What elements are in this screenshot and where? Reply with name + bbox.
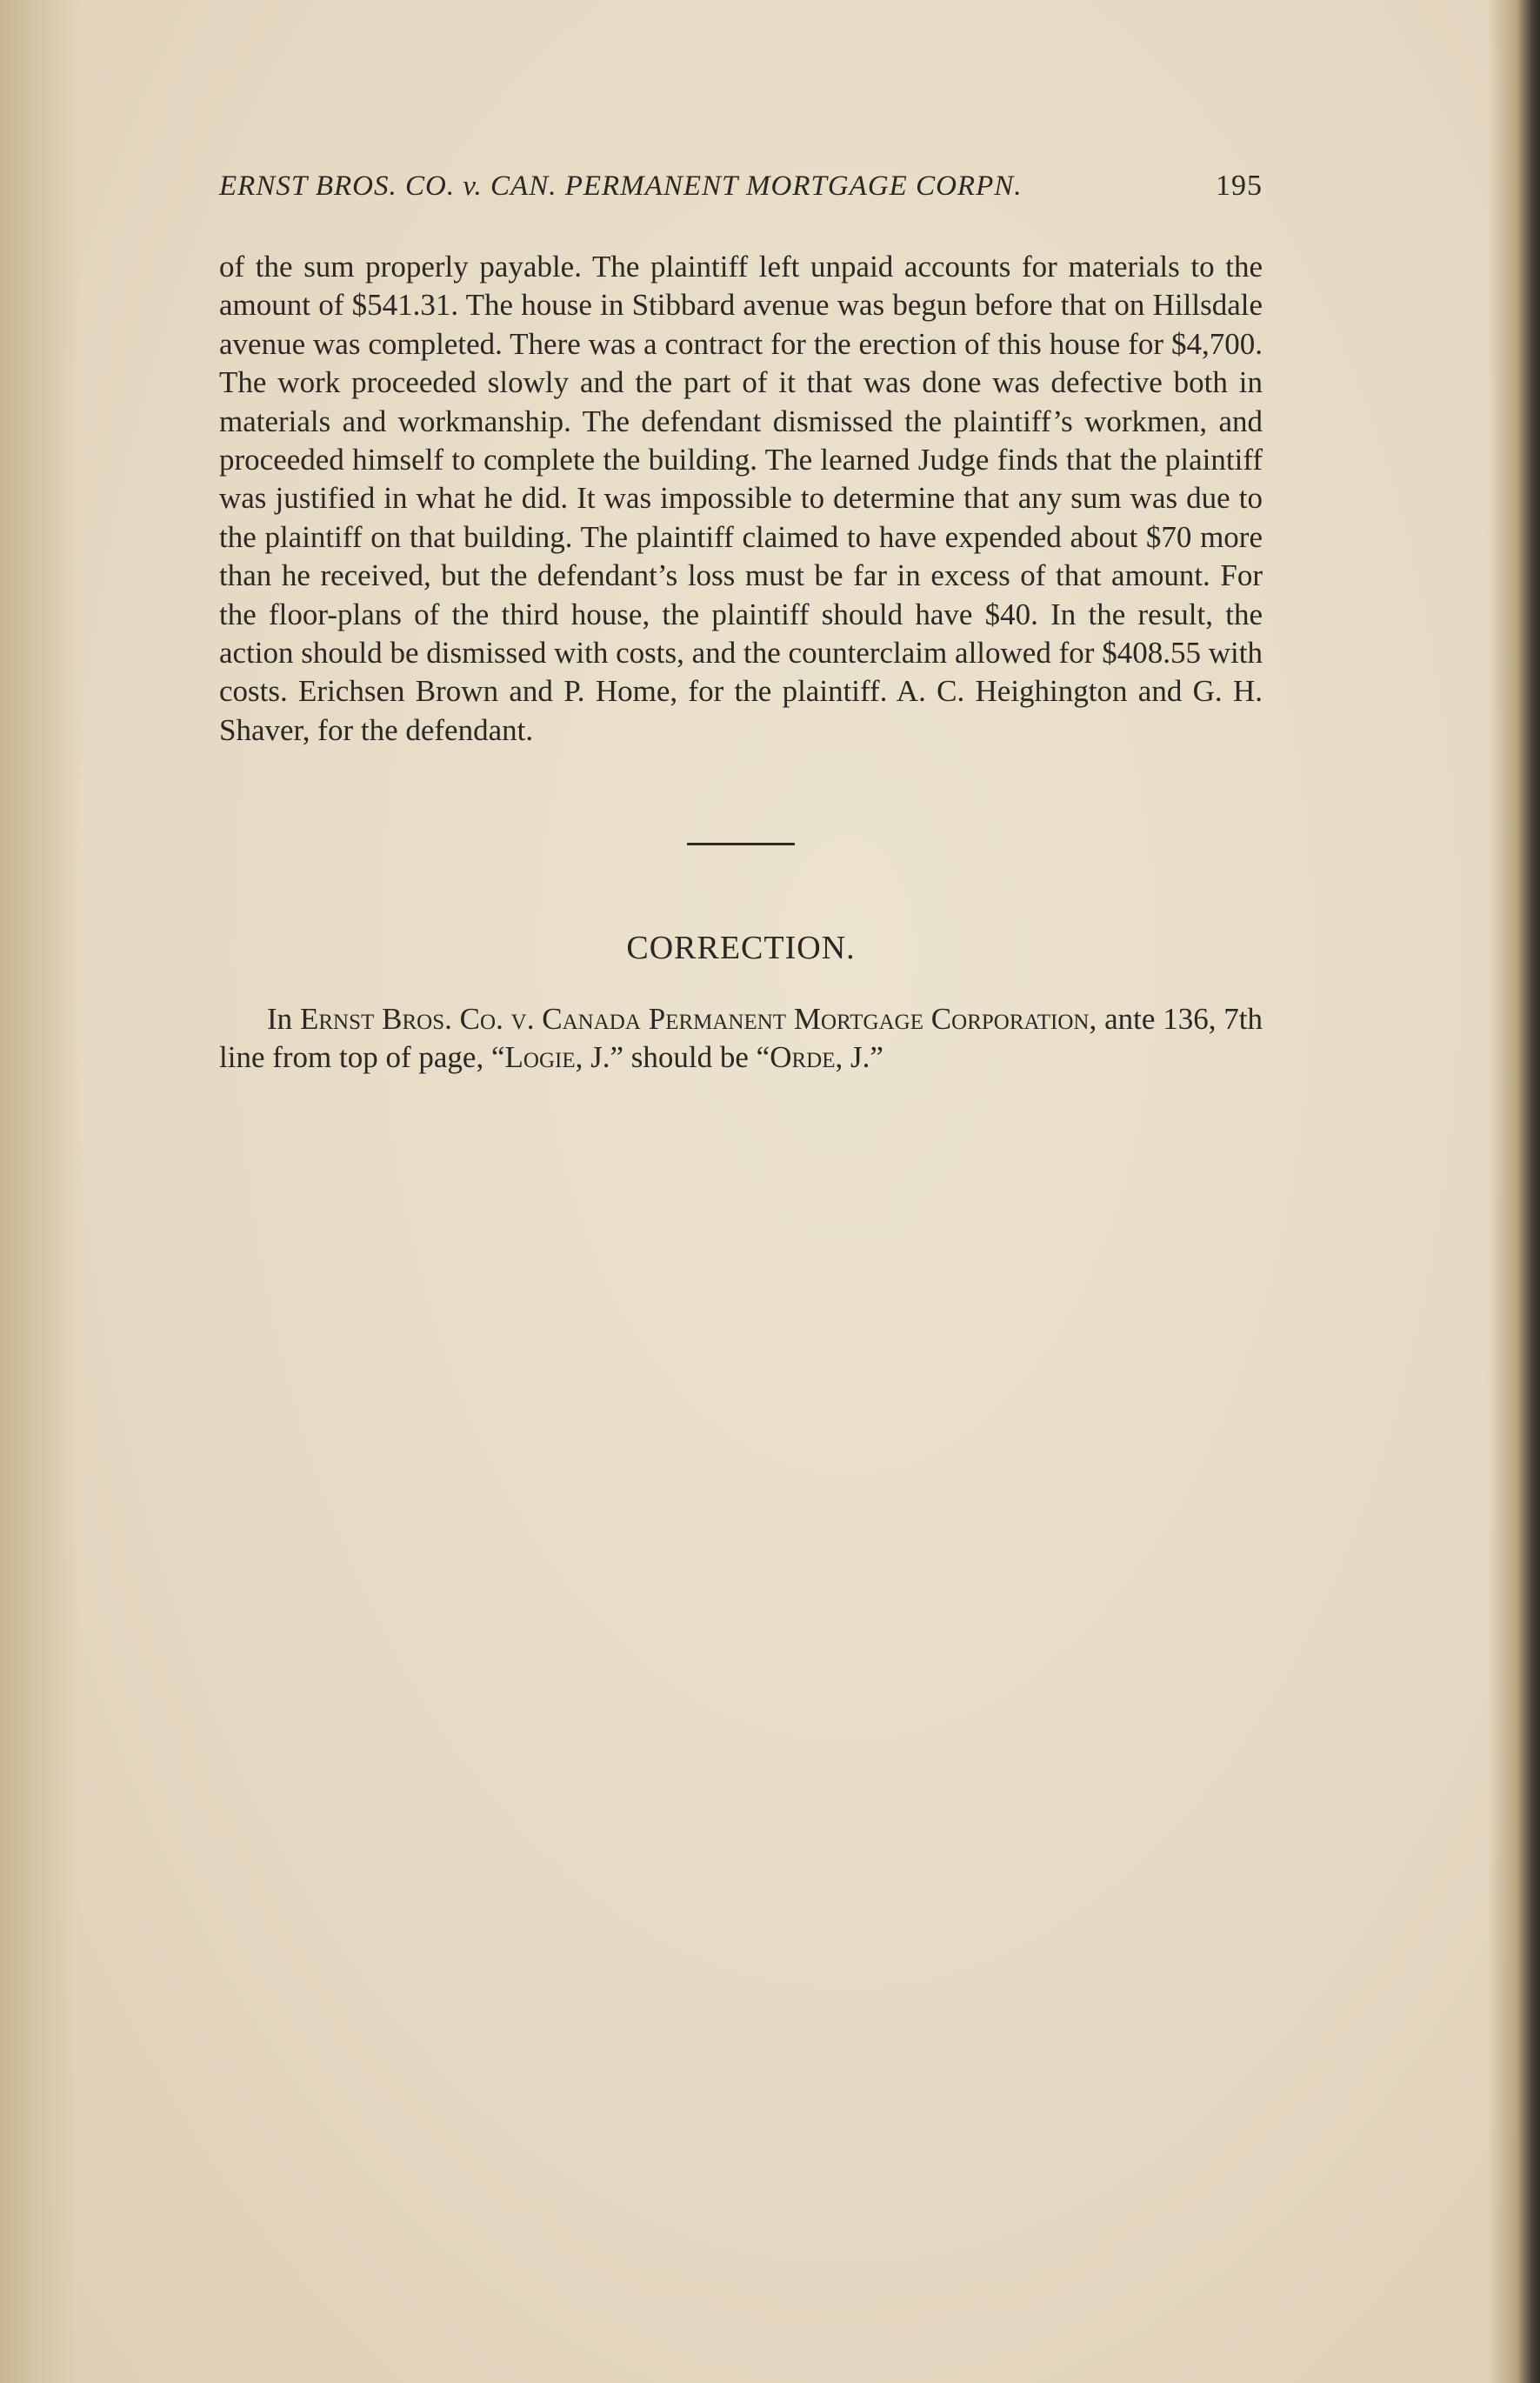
page-number: 195	[1216, 170, 1263, 202]
correction-right-name: Orde, J.	[770, 1040, 870, 1075]
correction-paragraph	[219, 1000, 1263, 1077]
correction-middle-text: , ante 136, 7th line from top of page, “	[219, 1002, 1263, 1075]
correction-heading: CORRECTION.	[626, 930, 856, 967]
section-divider	[687, 843, 795, 845]
correction-prefix: In	[267, 1002, 300, 1037]
correction-wrong-name: Logie, J.	[504, 1040, 610, 1075]
body-paragraph: of the sum properly payable. The plaintiff left unpaid accounts for materials to the amount of $541.31. The house in Stibbard avenue was begun before that on Hillsdale avenue was completed. There was a contract for the erection of this house for $4,700. The work proceeded slowly and the part of it that was done was defective both in materials and workmanship. The defendant dismissed the plaintiff’s workmen, and proceeded himself to complete the building. The learned Judge finds that the plaintiff was justified in what he did. It was impossible to determine that any sum was due to the plaintiff on that building. The plaintiff claimed to have expended about $70 more than he received, but the defendant’s loss must be far in excess of that amount. For the floor-plans of the third house, the plaintiff should have $40. In the result, the action should be dismissed with costs, and the counterclaim allowed for $408.55 with costs. Erichsen Brown and P. Home, for the plaintiff. A. C. Heighington and G. H. Shaver, for the defendant.	[219, 250, 1263, 747]
page-content	[219, 170, 1263, 1077]
running-title: ERNST BROS. CO. v. CAN. PERMANENT MORTGAGE CORPN.	[219, 170, 1023, 202]
page-right-edge-shadow	[1488, 0, 1540, 2383]
correction-case-name: Ernst Bros. Co. v. Canada Permanent Mortgage Corporation	[300, 1002, 1090, 1037]
correction-suffix: ”	[870, 1040, 883, 1075]
correction-should-be-text: ” should be “	[610, 1040, 770, 1075]
page-left-edge-shadow	[0, 0, 78, 2383]
running-head	[219, 170, 1263, 215]
